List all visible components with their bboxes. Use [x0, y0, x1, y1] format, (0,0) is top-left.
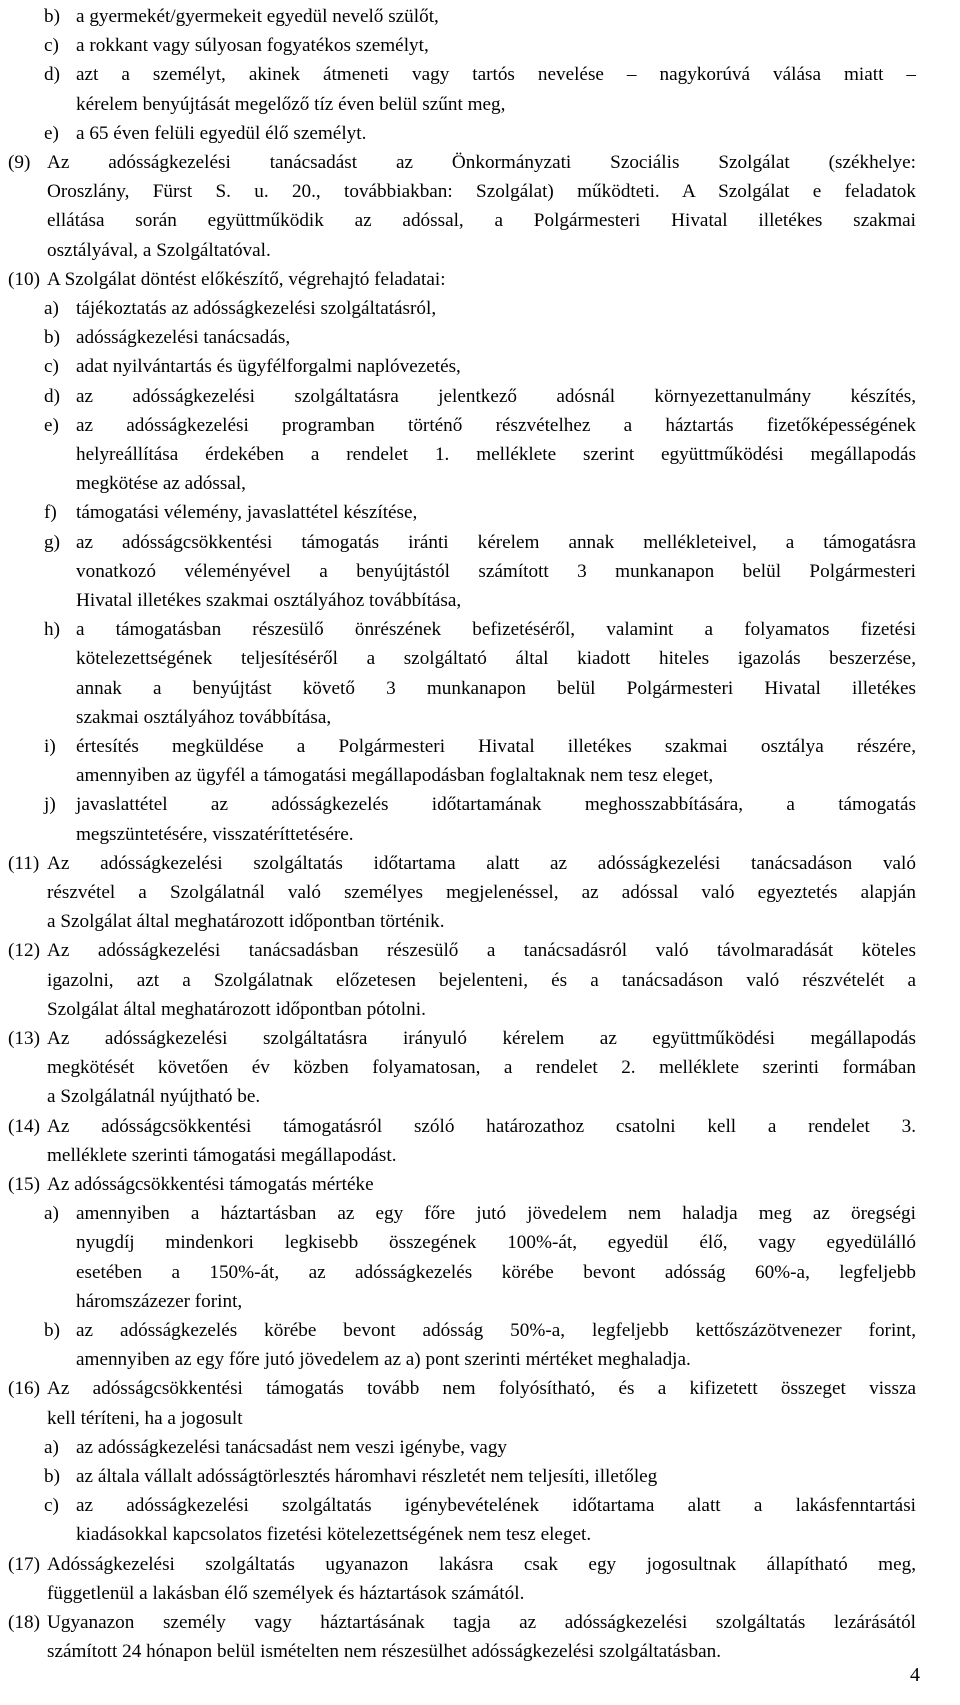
item-text: azt a személyt, akinek átmeneti vagy tartós nevelése – nagykorúvá válása miatt –: [76, 64, 916, 86]
item-text: kell téríteni, ha a jogosult: [47, 1407, 243, 1429]
text-line: [0, 90, 960, 120]
item-label: j): [44, 794, 56, 816]
text-line: [0, 1345, 960, 1375]
text-line: [0, 60, 960, 90]
item-label: f): [44, 502, 57, 524]
text-line: [0, 440, 960, 470]
item-text: az adósságkezelés körébe bevont adósság 50%-a, legfeljebb kettőszázötvenezer forint,: [76, 1320, 916, 1341]
item-text: esetében a 150%-át, az adósságkezelés körébe bevont adósság 60%-a, legfeljebb: [76, 1261, 916, 1283]
text-line: [0, 907, 960, 937]
item-text: számított 24 hónapon belül ismételten nem részesülhet adósságkezelési szolgáltatásban.: [47, 1641, 722, 1663]
text-line: [0, 294, 960, 324]
item-text: A Szolgálat döntést előkészítő, végrehajtó feladatai:: [47, 268, 446, 290]
text-line: [0, 557, 960, 587]
item-text: Az adósságkezelési szolgáltatásra irányuló kérelem az együttműködési megállapodás: [47, 1028, 916, 1049]
item-text: kérelem benyújtását megelőző tíz éven belül szűnt meg,: [76, 93, 506, 115]
item-text: megkötését követően év közben folyamatosan, a rendelet 2. melléklete szerinti formában: [47, 1057, 916, 1079]
text-line: [0, 1637, 960, 1667]
item-text: Szolgálat által meghatározott időpontban pótolni.: [47, 998, 426, 1020]
item-label: (13): [8, 1028, 40, 1049]
item-text: amennyiben az egy főre jutó jövedelem az a) pont szerinti mértéket meghaladja.: [76, 1349, 691, 1371]
text-line: [0, 1608, 960, 1638]
item-text: nyugdíj mindenkori legkisebb összegének 100%-át, egyedül élő, vagy egyedülálló: [76, 1232, 916, 1254]
item-text: szakmai osztályához továbbítása,: [76, 706, 332, 728]
text-line: [0, 1404, 960, 1434]
text-line: [0, 761, 960, 791]
text-line: [0, 119, 960, 149]
text-line: [0, 382, 960, 412]
item-text: a rokkant vagy súlyosan fogyatékos személyt,: [76, 35, 429, 57]
text-line: [0, 1462, 960, 1492]
text-line: [0, 411, 960, 441]
text-line: [0, 995, 960, 1025]
item-text: a gyermekét/gyermekeit egyedül nevelő szülőt,: [76, 6, 439, 27]
item-text: értesítés megküldése a Polgármesteri Hivatal illetékes szakmai osztálya részére,: [76, 736, 916, 757]
text-line: [0, 177, 960, 207]
text-line: [0, 265, 960, 295]
item-text: Oroszlány, Fürst S. u. 20., továbbiakban: Szolgálat) működteti. A Szolgálat e feladatok: [47, 181, 916, 203]
text-line: [0, 1520, 960, 1550]
item-text: annak a benyújtást követő 3 munkanapon belül Polgármesteri Hivatal illetékes: [76, 677, 916, 699]
text-line: [0, 1082, 960, 1112]
item-label: d): [44, 385, 60, 407]
text-line: [0, 1199, 960, 1229]
item-label: i): [44, 736, 56, 757]
item-label: b): [44, 6, 60, 27]
text-line: [0, 586, 960, 616]
item-text: az általa vállalt adósságtörlesztés háromhavi részletét nem teljesíti, illetőleg: [76, 1466, 658, 1487]
item-text: Az adósságkezelési tanácsadást az Önkormányzati Szociális Szolgálat (székhelye:: [47, 152, 916, 173]
text-line: [0, 644, 960, 674]
item-text: ellátása során együttműködik az adóssal, a Polgármesteri Hivatal illetékes szakmai: [47, 210, 916, 232]
text-line: [0, 528, 960, 558]
item-text: az adósságkezelési szolgáltatás igénybevételének időtartama alatt a lakásfenntartási: [76, 1495, 916, 1517]
item-text: az adósságkezelési tanácsadást nem veszi igénybe, vagy: [76, 1436, 508, 1458]
text-line: [0, 1141, 960, 1171]
text-line: [0, 615, 960, 645]
item-text: Az adósságcsökkentési támogatásról szóló határozathoz csatolni kell a rendelet 3.: [47, 1115, 916, 1137]
item-text: Az adósságkezelési tanácsadásban részesülő a tanácsadásról való távolmaradását köteles: [47, 940, 916, 962]
item-text: javaslattétel az adósságkezelés időtartamának meghosszabbítására, a támogatás: [76, 794, 916, 816]
text-line: [0, 703, 960, 733]
item-text: az adósságcsökkentési támogatás iránti kérelem annak mellékleteivel, a támogatásra: [76, 531, 916, 553]
text-line: [0, 878, 960, 908]
text-line: [0, 469, 960, 499]
text-line: [0, 148, 960, 178]
item-text: függetlenül a lakásban élő személyek és háztartások számától.: [47, 1582, 525, 1604]
item-label: (12): [8, 940, 40, 962]
text-line: [0, 1053, 960, 1083]
item-text: helyreállítása érdekében a rendelet 1. melléklete szerint együttműködési megállapodás: [76, 444, 916, 465]
item-label: c): [44, 35, 59, 57]
item-text: Adósságkezelési szolgáltatás ugyanazon lakásra csak egy jogosultnak állapítható meg,: [47, 1553, 916, 1575]
text-line: [0, 498, 960, 528]
text-line: [0, 1433, 960, 1463]
item-label: d): [44, 64, 60, 86]
item-text: a támogatásban részesülő önrészének befizetéséről, valamint a folyamatos fizetési: [76, 619, 916, 641]
text-line: [0, 790, 960, 820]
text-line: [0, 1228, 960, 1258]
item-label: (10): [8, 268, 40, 290]
item-text: tájékoztatás az adósságkezelési szolgáltatásról,: [76, 298, 437, 319]
item-text: Ugyanazon személy vagy háztartásának tagja az adósságkezelési szolgáltatás lezárásától: [47, 1612, 916, 1633]
item-label: c): [44, 356, 59, 378]
text-line: [0, 1258, 960, 1288]
item-text: vonatkozó véleményével a benyújtástól számított 3 munkanapon belül Polgármesteri: [76, 560, 916, 582]
item-text: megkötése az adóssal,: [76, 473, 246, 495]
text-line: [0, 966, 960, 996]
text-line: [0, 1316, 960, 1346]
item-text: osztályával, a Szolgáltatóval.: [47, 239, 271, 261]
item-text: adósságkezelési tanácsadás,: [76, 327, 291, 349]
item-text: háromszázezer forint,: [76, 1290, 243, 1312]
item-text: a Szolgálat által meghatározott időpontban történik.: [47, 911, 445, 933]
item-label: b): [44, 1320, 60, 1341]
item-text: a 65 éven felüli egyedül élő személyt.: [76, 122, 367, 144]
page-number: 4: [910, 1664, 920, 1686]
item-label: (14): [8, 1115, 40, 1137]
text-line: [0, 236, 960, 266]
item-label: (16): [8, 1378, 40, 1400]
item-label: b): [44, 1466, 60, 1487]
item-text: az adósságkezelési szolgáltatásra jelentkező adósnál környezettanulmány készítés,: [76, 385, 916, 407]
item-text: támogatási vélemény, javaslattétel készítése,: [76, 502, 418, 524]
item-label: a): [44, 1436, 59, 1458]
item-label: (18): [8, 1612, 40, 1633]
item-text: kötelezettségének teljesítéséről a szolgáltató által kiadott hiteles igazolás beszerzése,: [76, 648, 916, 670]
text-line: [0, 31, 960, 61]
item-text: adat nyilvántartás és ügyfélforgalmi naplóvezetés,: [76, 356, 461, 378]
text-line: [0, 1550, 960, 1580]
item-label: (11): [8, 852, 40, 874]
text-line: [0, 936, 960, 966]
item-text: amennyiben a háztartásban az egy főre jutó jövedelem nem haladja meg az öregségi: [76, 1203, 916, 1225]
item-text: melléklete szerinti támogatási megállapodást.: [47, 1144, 397, 1166]
item-label: a): [44, 1203, 59, 1225]
text-line: [0, 1374, 960, 1404]
text-line: [0, 352, 960, 382]
item-text: az adósságkezelési programban történő részvételhez a háztartás fizetőképességének: [76, 414, 916, 436]
text-line: [0, 323, 960, 353]
item-text: kiadásokkal kapcsolatos fizetési kötelezettségének nem tesz eleget.: [76, 1524, 592, 1546]
text-line: [0, 1491, 960, 1521]
text-line: [0, 206, 960, 236]
item-label: (15): [8, 1174, 40, 1195]
text-line: [0, 1287, 960, 1317]
text-line: [0, 732, 960, 762]
text-line: [0, 1579, 960, 1609]
item-text: részvétel a Szolgálatnál való személyes megjelenéssel, az adóssal való egyeztetés alapján: [47, 882, 916, 903]
item-label: h): [44, 619, 60, 641]
item-label: e): [44, 414, 59, 436]
item-text: Hivatal illetékes szakmai osztályához továbbítása,: [76, 590, 462, 611]
item-text: Az adósságkezelési szolgáltatás időtartama alatt az adósságkezelési tanácsadáson való: [47, 852, 916, 874]
item-text: Az adósságcsökkentési támogatás tovább nem folyósítható, és a kifizetett összeget vissza: [47, 1378, 916, 1400]
item-text: igazolni, azt a Szolgálatnak előzetesen bejelenteni, és a tanácsadáson való részvételét a: [47, 969, 916, 991]
item-label: a): [44, 298, 59, 319]
item-text: Az adósságcsökkentési támogatás mértéke: [47, 1174, 374, 1195]
text-line: [0, 674, 960, 704]
text-line: [0, 2, 960, 32]
item-label: (17): [8, 1553, 40, 1575]
item-label: e): [44, 122, 59, 144]
text-line: [0, 820, 960, 850]
item-label: (9): [8, 152, 31, 173]
text-line: [0, 1170, 960, 1200]
text-line: [0, 849, 960, 879]
item-text: a Szolgálatnál nyújtható be.: [47, 1086, 261, 1108]
item-label: b): [44, 327, 60, 349]
item-text: amennyiben az ügyfél a támogatási megállapodásban foglaltaknak nem tesz eleget,: [76, 765, 714, 787]
item-label: g): [44, 531, 60, 553]
item-text: megszüntetésére, visszatéríttetésére.: [76, 823, 354, 845]
item-label: c): [44, 1495, 59, 1517]
text-line: [0, 1112, 960, 1142]
text-line: [0, 1024, 960, 1054]
